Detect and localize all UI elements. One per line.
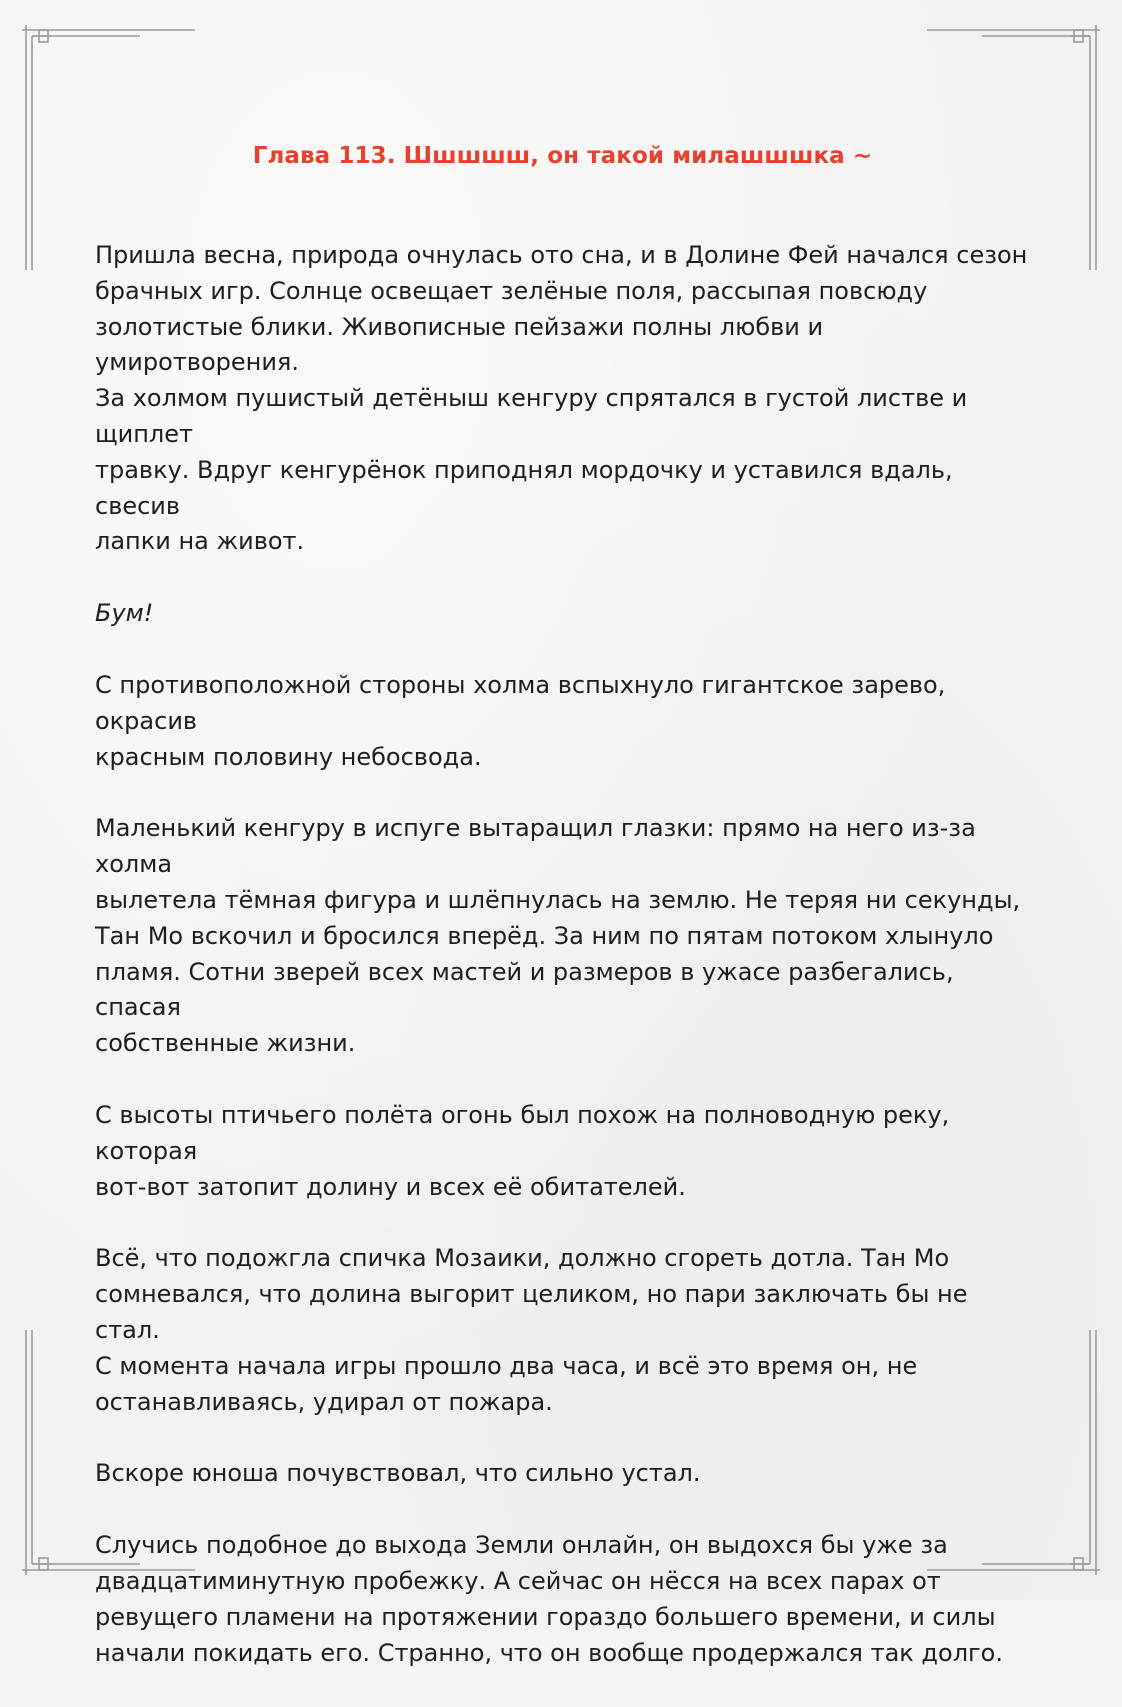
paragraph-3: С противоположной стороны холма вспыхнуло гигантское зарево, окрасив красным половину небосвода.: [95, 670, 946, 771]
paragraph-4: Маленький кенгуру в испуге вытаращил глазки: прямо на него из-за холма вылетела тёмная фигура и шлёпнулась на землю. Не теряя ни секунды, Тан Мо вскочил и бросился вперёд. За ним по пятам потоком хлынуло пламя. Сотни зверей всех мастей и размеров в ужасе разбегались, спасая собственные жизни.: [95, 814, 1021, 1058]
paragraph-1: Пришла весна, природа очнулась ото сна, и в Долине Фей начался сезон брачных игр. Солнце освещает зелёные поля, рассыпая повсюду золотистые блики. Живописные пейзажи полны любви и умиротворения. За холмом пушистый детёныш кенгуру спрятался в густой листве и щиплет травку. Вдруг кенгурёнок приподнял мордочку и уставился вдаль, свесив лапки на живот.: [95, 241, 1028, 556]
paragraph-6: Всё, что подожгла спичка Мозаики, должно сгореть дотла. Тан Мо сомневался, что долина выгорит целиком, но пари заключать бы не стал. С момента начала игры прошло два часа, и всё это время он, не останавливаясь, удирал от пожара.: [95, 1244, 968, 1416]
chapter-body: [95, 238, 1030, 1707]
paragraph-5: С высоты птичьего полёта огонь был похож на полноводную реку, которая вот-вот затопит долину и всех её обитателей.: [95, 1100, 950, 1201]
paragraph-2-sound-effect: Бум!: [95, 599, 154, 628]
paragraph-8: Случись подобное до выхода Земли онлайн, он выдохся бы уже за двадцатиминутную пробежку. А сейчас он нёсся на всех парах от ревущего пламени на протяжении гораздо большего времени, и силы начали покидать его. Странно, что он вообще продержался так долго.: [95, 1531, 1003, 1667]
paragraph-7: Вскоре юноша почувствовал, что сильно устал.: [95, 1459, 701, 1488]
chapter-title: Глава 113. Шшшшш, он такой милашшшка ~: [252, 143, 873, 169]
